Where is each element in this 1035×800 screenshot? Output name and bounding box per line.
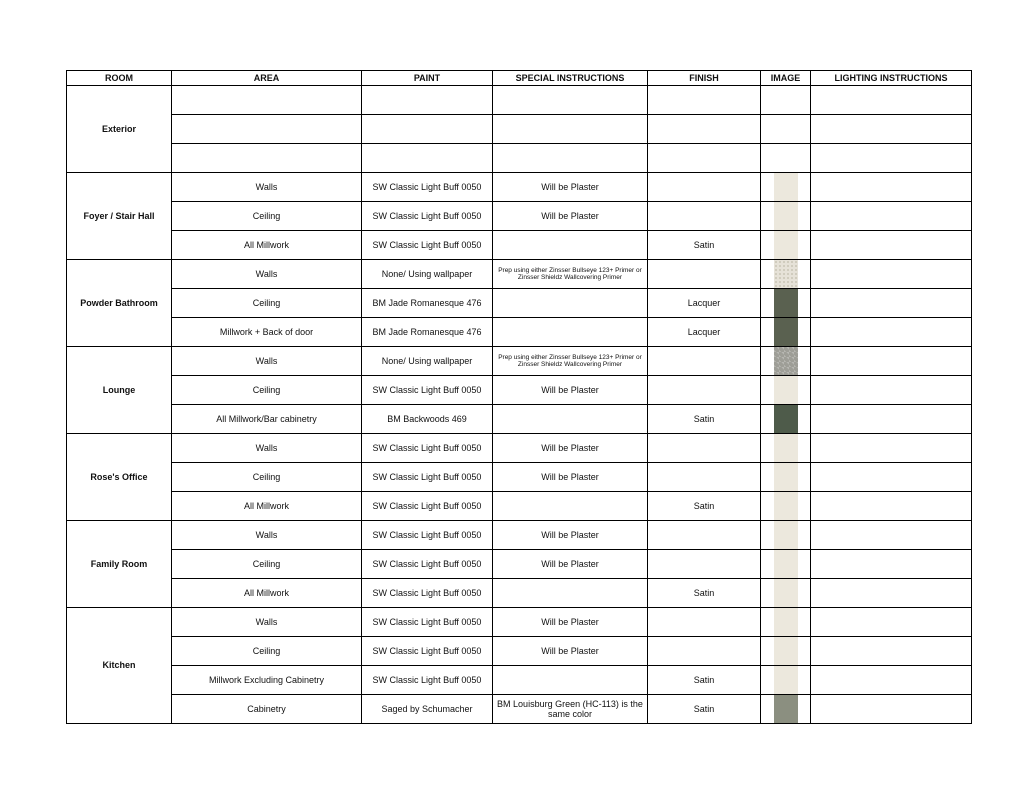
image-cell xyxy=(761,318,811,347)
area-cell: Ceiling xyxy=(172,463,362,492)
header-row xyxy=(67,71,972,86)
area-cell: Cabinetry xyxy=(172,695,362,724)
area-cell: Walls xyxy=(172,434,362,463)
lighting-instructions-cell xyxy=(811,666,972,695)
lighting-instructions-cell xyxy=(811,86,972,115)
lighting-instructions-cell xyxy=(811,434,972,463)
table-row xyxy=(67,289,972,318)
image-cell xyxy=(761,666,811,695)
paint-swatch xyxy=(774,608,798,637)
lighting-instructions-cell xyxy=(811,231,972,260)
paint-cell: SW Classic Light Buff 0050 xyxy=(362,463,493,492)
finish-cell xyxy=(648,376,761,405)
image-cell xyxy=(761,521,811,550)
room-name: Foyer / Stair Hall xyxy=(67,173,172,260)
paint-schedule-table xyxy=(66,70,972,724)
special-instructions-cell xyxy=(493,666,648,695)
image-cell xyxy=(761,86,811,115)
table-row xyxy=(67,666,972,695)
finish-cell xyxy=(648,550,761,579)
lighting-instructions-cell xyxy=(811,550,972,579)
special-instructions-cell xyxy=(493,289,648,318)
paint-swatch xyxy=(774,463,798,492)
special-instructions-cell: Prep using either Zinsser Bullseye 123+ Primer or Zinsser Shieldz Wallcovering Primer xyxy=(493,260,648,289)
table-row xyxy=(67,579,972,608)
area-cell: Walls xyxy=(172,521,362,550)
finish-cell xyxy=(648,434,761,463)
area-cell: All Millwork/Bar cabinetry xyxy=(172,405,362,434)
header-special-instructions: SPECIAL INSTRUCTIONS xyxy=(493,71,648,86)
image-cell xyxy=(761,173,811,202)
finish-cell xyxy=(648,521,761,550)
paint-swatch xyxy=(774,492,798,521)
lighting-instructions-cell xyxy=(811,115,972,144)
paint-swatch xyxy=(774,550,798,579)
area-cell xyxy=(172,86,362,115)
special-instructions-cell: Prep using either Zinsser Bullseye 123+ Primer or Zinsser Shieldz Wallcovering Primer xyxy=(493,347,648,376)
area-cell: All Millwork xyxy=(172,579,362,608)
lighting-instructions-cell xyxy=(811,202,972,231)
special-instructions-cell: Will be Plaster xyxy=(493,637,648,666)
lighting-instructions-cell xyxy=(811,144,972,173)
paint-cell: None/ Using wallpaper xyxy=(362,347,493,376)
paint-cell xyxy=(362,115,493,144)
area-cell: Walls xyxy=(172,173,362,202)
table-row xyxy=(67,608,972,637)
area-cell: Walls xyxy=(172,608,362,637)
image-cell xyxy=(761,637,811,666)
schedule-body xyxy=(67,86,972,724)
area-cell: Ceiling xyxy=(172,202,362,231)
paint-swatch xyxy=(774,173,798,202)
table-row xyxy=(67,260,972,289)
paint-swatch xyxy=(774,376,798,405)
table-row xyxy=(67,463,972,492)
header-finish: FINISH xyxy=(648,71,761,86)
special-instructions-cell xyxy=(493,405,648,434)
lighting-instructions-cell xyxy=(811,463,972,492)
special-instructions-cell: Will be Plaster xyxy=(493,521,648,550)
area-cell: Walls xyxy=(172,347,362,376)
finish-cell: Satin xyxy=(648,405,761,434)
paint-cell: SW Classic Light Buff 0050 xyxy=(362,550,493,579)
paint-cell xyxy=(362,86,493,115)
special-instructions-cell: Will be Plaster xyxy=(493,202,648,231)
paint-swatch xyxy=(774,695,798,724)
area-cell: Ceiling xyxy=(172,289,362,318)
area-cell xyxy=(172,144,362,173)
paint-cell: BM Jade Romanesque 476 xyxy=(362,318,493,347)
image-cell xyxy=(761,376,811,405)
special-instructions-cell: Will be Plaster xyxy=(493,173,648,202)
lighting-instructions-cell xyxy=(811,405,972,434)
finish-cell xyxy=(648,260,761,289)
lighting-instructions-cell xyxy=(811,637,972,666)
paint-swatch xyxy=(774,347,798,376)
table-row xyxy=(67,86,972,115)
special-instructions-cell: Will be Plaster xyxy=(493,463,648,492)
image-cell xyxy=(761,492,811,521)
paint-cell: SW Classic Light Buff 0050 xyxy=(362,492,493,521)
finish-cell xyxy=(648,202,761,231)
paint-cell: SW Classic Light Buff 0050 xyxy=(362,666,493,695)
finish-cell: Satin xyxy=(648,231,761,260)
finish-cell: Satin xyxy=(648,492,761,521)
image-cell xyxy=(761,260,811,289)
special-instructions-cell xyxy=(493,579,648,608)
image-cell xyxy=(761,115,811,144)
special-instructions-cell: Will be Plaster xyxy=(493,434,648,463)
image-cell xyxy=(761,608,811,637)
finish-cell: Lacquer xyxy=(648,289,761,318)
lighting-instructions-cell xyxy=(811,173,972,202)
paint-swatch xyxy=(774,202,798,231)
special-instructions-cell: Will be Plaster xyxy=(493,376,648,405)
paint-cell: SW Classic Light Buff 0050 xyxy=(362,434,493,463)
room-name: Kitchen xyxy=(67,608,172,724)
paint-swatch xyxy=(774,318,798,347)
lighting-instructions-cell xyxy=(811,695,972,724)
table-row xyxy=(67,637,972,666)
paint-cell: SW Classic Light Buff 0050 xyxy=(362,521,493,550)
finish-cell xyxy=(648,173,761,202)
table-row xyxy=(67,492,972,521)
area-cell: Millwork + Back of door xyxy=(172,318,362,347)
room-name: Rose's Office xyxy=(67,434,172,521)
lighting-instructions-cell xyxy=(811,579,972,608)
finish-cell xyxy=(648,637,761,666)
image-cell xyxy=(761,405,811,434)
header-area: AREA xyxy=(172,71,362,86)
table-row xyxy=(67,318,972,347)
table-row xyxy=(67,695,972,724)
special-instructions-cell xyxy=(493,231,648,260)
table-row xyxy=(67,231,972,260)
header-image: IMAGE xyxy=(761,71,811,86)
table-row xyxy=(67,144,972,173)
lighting-instructions-cell xyxy=(811,318,972,347)
finish-cell xyxy=(648,144,761,173)
header-lighting-instructions: LIGHTING INSTRUCTIONS xyxy=(811,71,972,86)
paint-swatch xyxy=(774,579,798,608)
area-cell: All Millwork xyxy=(172,492,362,521)
paint-cell: BM Jade Romanesque 476 xyxy=(362,289,493,318)
room-name: Family Room xyxy=(67,521,172,608)
area-cell: All Millwork xyxy=(172,231,362,260)
table-row xyxy=(67,347,972,376)
special-instructions-cell: BM Louisburg Green (HC-113) is the same color xyxy=(493,695,648,724)
paint-cell: SW Classic Light Buff 0050 xyxy=(362,231,493,260)
paint-swatch xyxy=(774,231,798,260)
image-cell xyxy=(761,347,811,376)
finish-cell xyxy=(648,608,761,637)
special-instructions-cell xyxy=(493,318,648,347)
finish-cell xyxy=(648,463,761,492)
paint-cell xyxy=(362,144,493,173)
image-cell xyxy=(761,550,811,579)
image-cell xyxy=(761,463,811,492)
paint-cell: SW Classic Light Buff 0050 xyxy=(362,173,493,202)
paint-swatch xyxy=(774,434,798,463)
header-room: ROOM xyxy=(67,71,172,86)
lighting-instructions-cell xyxy=(811,521,972,550)
image-cell xyxy=(761,289,811,318)
special-instructions-cell xyxy=(493,492,648,521)
area-cell: Ceiling xyxy=(172,376,362,405)
table-row xyxy=(67,434,972,463)
paint-cell: SW Classic Light Buff 0050 xyxy=(362,202,493,231)
paint-swatch xyxy=(774,260,798,289)
lighting-instructions-cell xyxy=(811,376,972,405)
image-cell xyxy=(761,579,811,608)
image-cell xyxy=(761,202,811,231)
area-cell: Ceiling xyxy=(172,550,362,579)
lighting-instructions-cell xyxy=(811,608,972,637)
table-row xyxy=(67,173,972,202)
finish-cell xyxy=(648,115,761,144)
lighting-instructions-cell xyxy=(811,347,972,376)
image-cell xyxy=(761,231,811,260)
paint-cell: SW Classic Light Buff 0050 xyxy=(362,608,493,637)
table-row xyxy=(67,521,972,550)
finish-cell: Satin xyxy=(648,579,761,608)
paint-cell: BM Backwoods 469 xyxy=(362,405,493,434)
table-row xyxy=(67,115,972,144)
paint-swatch xyxy=(774,637,798,666)
lighting-instructions-cell xyxy=(811,260,972,289)
paint-swatch xyxy=(774,521,798,550)
finish-cell xyxy=(648,347,761,376)
image-cell xyxy=(761,434,811,463)
paint-cell: SW Classic Light Buff 0050 xyxy=(362,579,493,608)
room-name: Exterior xyxy=(67,86,172,173)
area-cell: Ceiling xyxy=(172,637,362,666)
table-row xyxy=(67,550,972,579)
special-instructions-cell xyxy=(493,115,648,144)
lighting-instructions-cell xyxy=(811,492,972,521)
room-name: Powder Bathroom xyxy=(67,260,172,347)
special-instructions-cell: Will be Plaster xyxy=(493,608,648,637)
finish-cell: Lacquer xyxy=(648,318,761,347)
room-name: Lounge xyxy=(67,347,172,434)
paint-cell: None/ Using wallpaper xyxy=(362,260,493,289)
finish-cell: Satin xyxy=(648,695,761,724)
special-instructions-cell: Will be Plaster xyxy=(493,550,648,579)
paint-swatch xyxy=(774,289,798,318)
table-row xyxy=(67,202,972,231)
finish-cell: Satin xyxy=(648,666,761,695)
paint-swatch xyxy=(774,666,798,695)
image-cell xyxy=(761,695,811,724)
paint-cell: SW Classic Light Buff 0050 xyxy=(362,637,493,666)
area-cell: Walls xyxy=(172,260,362,289)
area-cell xyxy=(172,115,362,144)
special-instructions-cell xyxy=(493,144,648,173)
paint-cell: SW Classic Light Buff 0050 xyxy=(362,376,493,405)
special-instructions-cell xyxy=(493,86,648,115)
paint-cell: Saged by Schumacher xyxy=(362,695,493,724)
area-cell: Millwork Excluding Cabinetry xyxy=(172,666,362,695)
finish-cell xyxy=(648,86,761,115)
paint-swatch xyxy=(774,405,798,434)
lighting-instructions-cell xyxy=(811,289,972,318)
table-row xyxy=(67,376,972,405)
table-row xyxy=(67,405,972,434)
image-cell xyxy=(761,144,811,173)
header-paint: PAINT xyxy=(362,71,493,86)
